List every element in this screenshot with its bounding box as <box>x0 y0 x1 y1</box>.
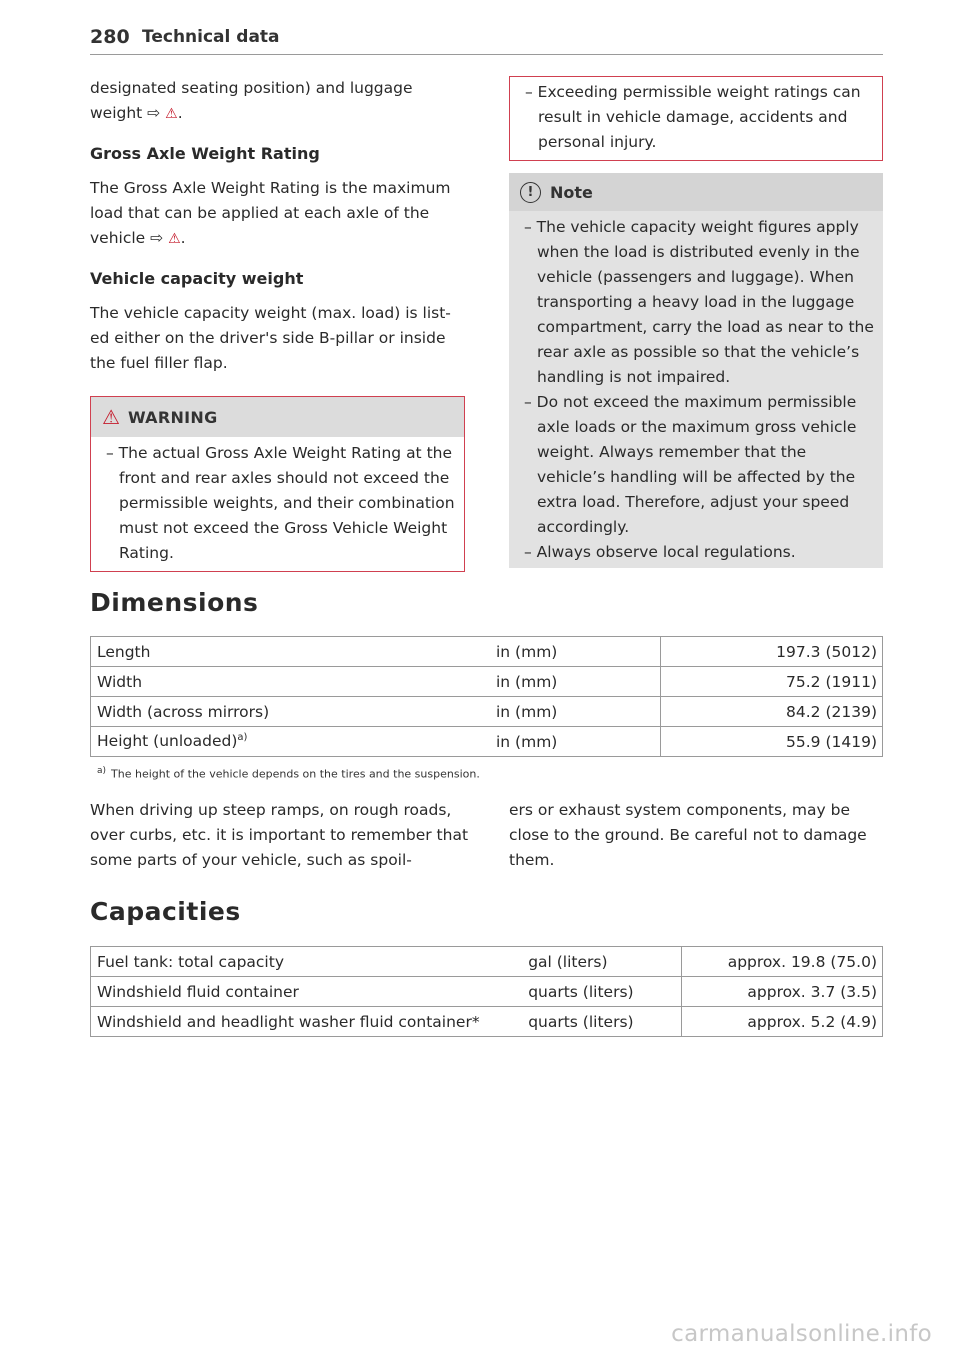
left-column <box>90 76 465 572</box>
vcw-text: The vehicle capacity weight (max. load) is list- ed either on the driver's side B-pillar or inside the fuel filler flap. <box>90 304 451 372</box>
watermark: carmanualsonline.info <box>671 1321 932 1347</box>
ground-clearance-text-left: When driving up steep ramps, on rough roads, over curbs, etc. it is important to remember that some parts of your vehicle, such as spoil- <box>90 801 469 869</box>
warning-box-continued <box>509 76 883 161</box>
gawr-heading: Gross Axle Weight Rating <box>90 144 320 163</box>
table-row: Windshield fluid container quarts (liters) approx. 3.7 (3.5) <box>91 977 883 1007</box>
note-item: – Do not exceed the maximum permissible axle loads or the maximum gross vehicle weight. Always remember that the vehicle’s handling will be affected by the extra load. Therefore, adjust your speed accordingly. <box>524 393 857 536</box>
warning-header <box>91 397 464 437</box>
section-title: Technical data <box>142 27 280 47</box>
info-circle-icon: ! <box>520 182 541 203</box>
note-item: – The vehicle capacity weight figures apply when the load is distributed evenly in the vehicle (passengers and luggage). When transporting a heavy load in the luggage compartment, carry the load as near to the rear axle as possible so that the vehicle’s handling is not impaired. <box>524 218 874 386</box>
footnote: $^{a)}$ The height of the vehicle depends on the tires and the suspension. <box>97 766 480 781</box>
table-row: Windshield and headlight washer fluid container* quarts (liters) approx. 5.2 (4.9) <box>91 1007 883 1037</box>
warning-title: WARNING <box>127 407 218 427</box>
page-header <box>90 24 883 55</box>
note-box <box>509 173 883 568</box>
note-header <box>509 173 883 211</box>
table-row: Length in (mm) 197.3 (5012) <box>91 637 883 667</box>
dimensions-heading: Dimensions <box>90 588 259 617</box>
vcw-heading: Vehicle capacity weight <box>90 269 304 288</box>
table-row: Width in (mm) 75.2 (1911) <box>91 667 883 697</box>
dimensions-table <box>90 636 883 757</box>
warning-ref-icon: ⚠ <box>165 106 178 122</box>
warning-item: – The actual Gross Axle Weight Rating at the front and rear axles should not exceed the permissible weights, and their combination must not exceed the Gross Vehicle Weight Rating. <box>106 444 455 562</box>
table-row: Fuel tank: total capacity gal (liters) approx. 19.8 (75.0) <box>91 947 883 977</box>
intro-text: designated seating position) and luggage weight ⇨ ⚠. <box>90 79 413 122</box>
capacities-table <box>90 946 883 1037</box>
warning-box <box>90 396 465 572</box>
warning-ref-icon: ⚠ <box>168 231 181 247</box>
note-item: – Always observe local regulations. <box>524 543 796 561</box>
note-title: Note <box>550 182 593 202</box>
table-row: Width (across mirrors) in (mm) 84.2 (2139) <box>91 697 883 727</box>
warning-triangle-icon: ⚠ <box>102 405 120 429</box>
ground-clearance-text-right: ers or exhaust system components, may be close to the ground. Be careful not to damage them. <box>509 801 867 869</box>
capacities-heading: Capacities <box>90 897 241 926</box>
right-column <box>509 76 883 568</box>
page-number: 280 <box>90 26 130 48</box>
gawr-text: The Gross Axle Weight Rating is the maximum load that can be applied at each axle of the vehicle ⇨ ⚠. <box>90 179 451 247</box>
warning-item: – Exceeding permissible weight ratings can result in vehicle damage, accidents and personal injury. <box>525 83 861 151</box>
table-row: Height (unloaded)$^{a)}$ in (mm) 55.9 (1419) <box>91 727 883 757</box>
